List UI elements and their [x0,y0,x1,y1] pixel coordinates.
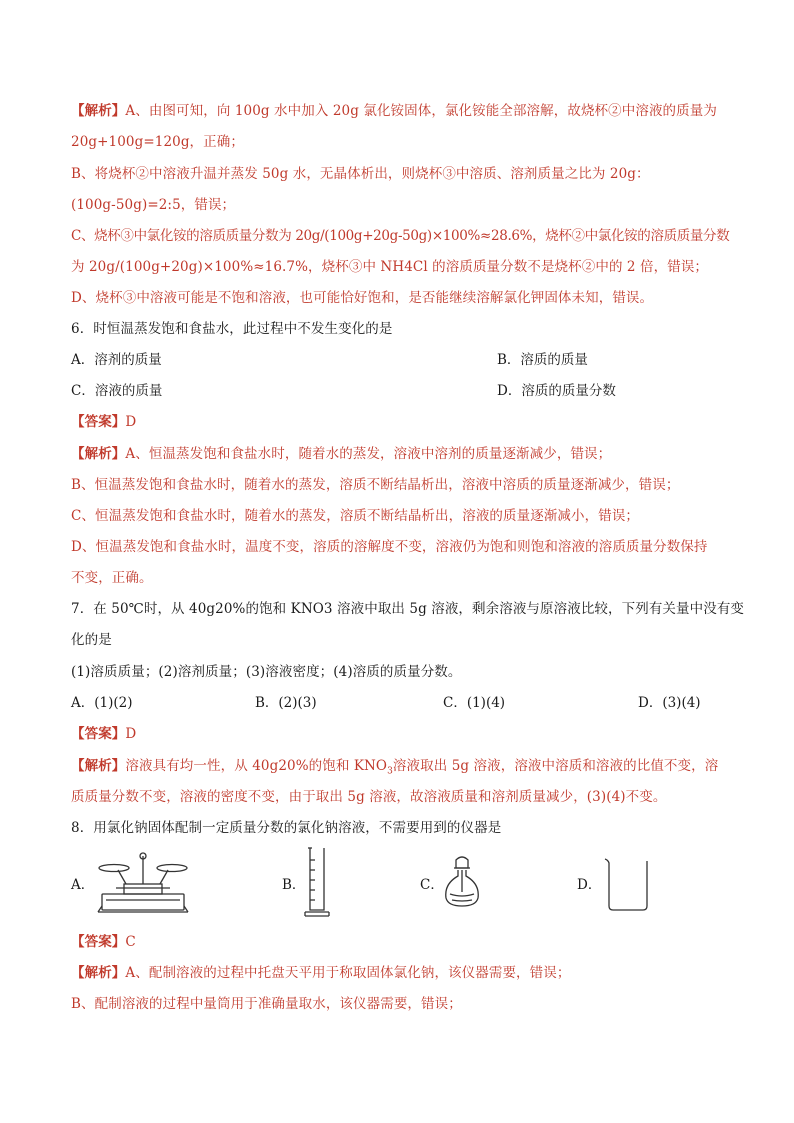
q5-analysis-a-line2: 20g+100g=120g，正确； [71,134,244,150]
analysis-tag: 【解析】 [71,446,126,462]
q5-analysis-a-line1: 【解析】A、由图可知，向 100g 水中加入 20g 氯化铵固体，氯化铵能全部溶解，故烧杯②中溶液的质量为 [71,103,717,119]
q8-answer [71,932,724,952]
q6-answer [71,412,724,432]
q6-analysis-d-line1: D、恒温蒸发饱和食盐水时，温度不变，溶质的溶解度不变，溶液仍为饱和则饱和溶液的溶质质量分数保持 [71,539,708,555]
analysis-tag: 【解析】 [71,103,126,119]
subscript-3: 3 [387,766,393,777]
answer-tag: 【答案】 [71,726,126,742]
q5-analysis-b-line2: (100g-50g)=2:5，错误； [71,197,236,213]
q8-analysis-b: B、配制溶液的过程中量筒用于准确量取水，该仪器需要，错误； [71,996,462,1012]
answer-value: D [125,726,137,742]
q5-analysis-d-line1: D、烧杯③中溶液可能是不饱和溶液，也可能恰好饱和，是否能继续溶解氯化钾固体未知，错误。 [71,290,654,306]
analysis-tag: 【解析】 [71,965,126,981]
q7-stem-line1: 7．在 50℃时，从 40g20%的饱和 KNO3 溶液中取出 5g 溶液，剩余溶液与原溶液比较，下列有关量中没有变 [71,601,745,617]
answer-tag: 【答案】 [71,414,126,430]
q7-option-b: B．(2)(3) [255,695,317,711]
q7-analysis-line1: 【解析】溶液具有均一性，从 40g20%的饱和 $KNO_3$溶液取出 5g 溶液，溶液中溶质和溶液的比值不变，溶 [71,758,719,777]
q5-analysis-b-line1: B、将烧杯②中溶液升温并蒸发 50g 水，无晶体析出，则烧杯③中溶质、溶剂质量之比为 20g： [71,166,650,182]
q6-analysis-a: 【解析】A、恒温蒸发饱和食盐水时，随着水的蒸发，溶液中溶剂的质量逐渐减少，错误； [71,446,612,462]
q6-option-c: C．溶液的质量 [71,383,163,399]
graduated-cylinder-icon [302,846,332,920]
q6-analysis-b: B、恒温蒸发饱和食盐水时，随着水的蒸发，溶质不断结晶析出，溶液中溶质的质量逐渐减少，错误； [71,477,680,493]
q7-items: (1)溶质质量；(2)溶剂质量；(3)溶液密度；(4)溶质的质量分数。 [71,664,462,680]
beaker-icon [603,856,653,914]
q6-option-a: A．溶剂的质量 [71,352,162,368]
answer-value: D [125,414,137,430]
q5-analysis-c-line1: C、烧杯③中氯化铵的溶质质量分数为 20g/(100g+20g-50g)×100%≈28.6%，烧杯②中氯化铵的溶质质量分数 [71,228,730,244]
alcohol-lamp-icon [440,854,484,912]
q5-analysis-c-line2: 为 20g/(100g+20g)×100%≈16.7%，烧杯③中 NH4Cl 的溶质质量分数不是烧杯②中的 2 倍，错误； [71,259,709,275]
q7-option-a: A．(1)(2) [71,695,133,711]
analysis-tag: 【解析】 [71,758,126,774]
q8-label-b: B． [282,877,306,893]
q7-option-c: C．(1)(4) [443,695,506,711]
answer-tag: 【答案】 [71,934,126,950]
q6-analysis-d-line2: 不变，正确。 [71,570,153,586]
q8-label-d: D． [577,877,602,893]
q7-option-d: D．(3)(4) [638,695,701,711]
q7-stem-line2: 化的是 [71,632,112,648]
q7-answer [71,724,724,744]
q8-stem: 8．用氯化钠固体配制一定质量分数的氯化钠溶液，不需要用到的仪器是 [71,820,502,836]
q8-label-a: A． [71,877,95,893]
q6-option-b: B．溶质的质量 [497,352,588,368]
q8-label-c: C． [420,877,444,893]
q6-analysis-c: C、恒温蒸发饱和食盐水时，随着水的蒸发，溶质不断结晶析出，溶液的质量逐渐减小，错误； [71,508,640,524]
q6-stem: 6．时恒温蒸发饱和食盐水，此过程中不发生变化的是 [71,321,393,337]
answer-value: C [125,934,136,950]
balance-scale-icon [96,848,190,918]
q6-option-d: D．溶质的质量分数 [497,383,616,399]
q8-analysis-a: 【解析】A、配制溶液的过程中托盘天平用于称取固体氯化钠，该仪器需要，错误； [71,965,571,981]
q7-analysis-line2: 质质量分数不变，溶液的密度不变，由于取出 5g 溶液，故溶液质量和溶剂质量减少，(3)(4)不变。 [71,789,667,805]
